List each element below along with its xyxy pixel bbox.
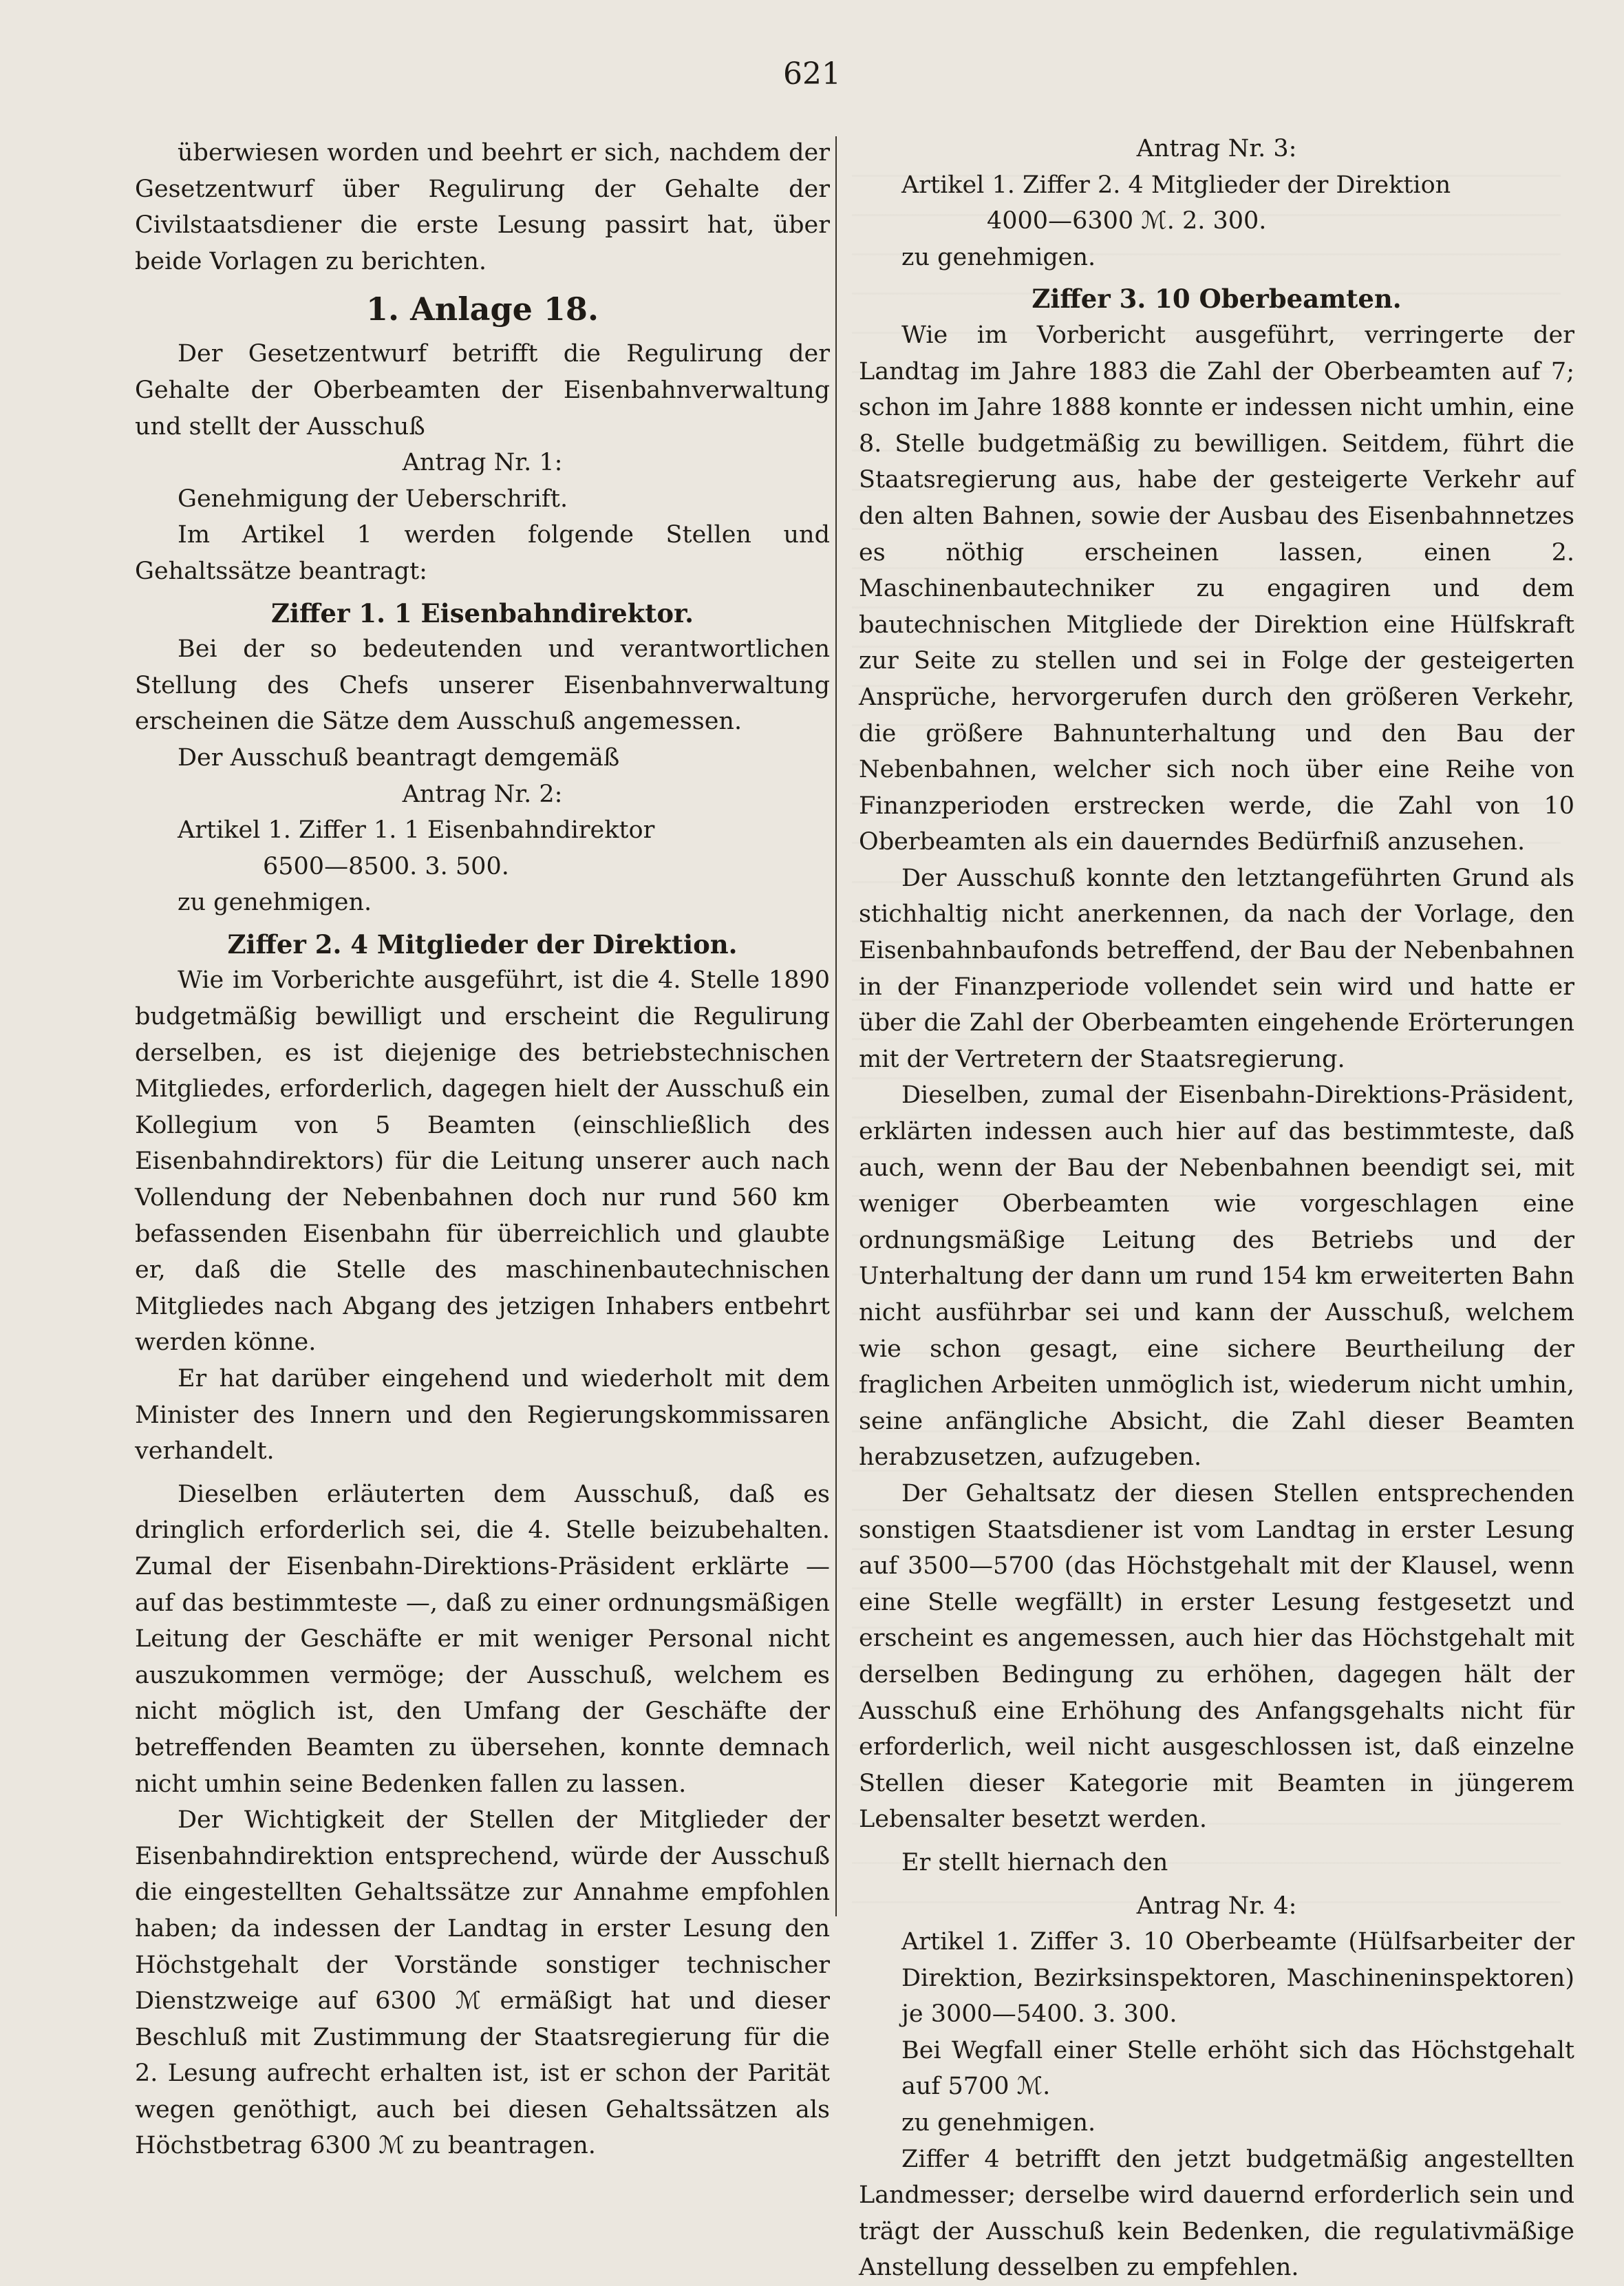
paragraph: zu genehmigen.: [178, 889, 372, 917]
paragraph: Dieselben, zumal der Eisenbahn-Direktions-Präsident, erklärten indessen auch hier auf das bestimmteste, daß auch, wenn der Bau der Nebenbahnen beendigt sei, mit weniger Oberbeamten wie vorgeschlagen eine ordnungsmäßige Leitung des Betriebs und der Unterhaltung der dann um rund 154 km erweiterten Bahn nicht ausführbar sei und kann der Ausschuß, welchem wie schon gesagt, eine sichere Beurtheilung der fraglichen Arbeiten unmöglich ist, wiederum nicht umhin, seine anfängliche Absicht, die Zahl dieser Beamten herabzusetzen, aufzugeben.: [859, 1081, 1574, 1472]
paragraph: Der Gesetzentwurf betrifft die Regulirung der Gehalte der Oberbeamten der Eisenbahnverwaltung und stellt der Ausschuß: [135, 340, 830, 441]
paragraph: Der Wichtigkeit der Stellen der Mitglieder der Eisenbahndirektion entsprechend, würde der Ausschuß die eingestellten Gehaltssätze zur Annahme empfohlen haben; da indessen der Landtag in erster Lesung den Höchstgehalt der Vorstände sonstiger technischer Dienstzweige auf 6300 ℳ ermäßigt hat und dieser Beschluß mit Zustimmung der Staatsregierung für die 2. Lesung aufrecht erhalten ist, ist er schon der Parität wegen genöthigt, auch bei diesen Gehaltssätzen als Höchstbetrag 6300 ℳ zu beantragen.: [135, 1806, 830, 2160]
paragraph: Bei Wegfall einer Stelle erhöht sich das Höchstgehalt auf 5700 ℳ.: [901, 2036, 1574, 2101]
section-heading: 1. Anlage 18.: [366, 290, 599, 328]
paragraph: zu genehmigen.: [901, 243, 1096, 271]
paragraph: Dieselben erläuterten dem Ausschuß, daß es dringlich erforderlich sei, die 4. Stelle beizubehalten. Zumal der Eisenbahn-Direktions-Präsident erklärte — auf das bestimmteste —, daß zu einer ordnungsmäßigen Leitung der Geschäfte er mit weniger Personal nicht auszukommen vermöge; der Ausschuß, welchem es nicht möglich ist, den Umfang der Geschäfte der betreffenden Beamten zu übersehen, konnte demnach nicht umhin seine Bedenken fallen zu lassen.: [135, 1480, 830, 1798]
paragraph: Der Gehaltsatz der diesen Stellen entsprechenden sonstigen Staatsdiener ist vom Landtag in erster Lesung auf 3500—5700 (das Höchstgehalt mit der Klausel, wenn eine Stelle wegfällt) in erster Lesung festgesetzt und erscheint es angemessen, auch hier das Höchstgehalt mit derselben Bedingung zu erhöhen, dagegen hält der Ausschuß eine Erhöhung des Anfangsgehalts nicht für erforderlich, weil nicht ausgeschlossen ist, daß einzelne Stellen dieser Kategorie mit Beamten in jüngerem Lebensalter besetzt werden.: [859, 1479, 1574, 1834]
paragraph: Artikel 1. Ziffer 1. 1 Eisenbahndirektor: [178, 816, 655, 845]
paragraph: Antrag Nr. 3:: [1136, 135, 1297, 162]
paragraph: Genehmigung der Ueberschrift.: [178, 485, 568, 513]
section-heading: Ziffer 3. 10 Oberbeamten.: [1032, 284, 1402, 315]
section-heading: Ziffer 2. 4 Mitglieder der Direktion.: [227, 929, 738, 960]
paragraph: Er hat darüber eingehend und wiederholt mit dem Minister des Innern und den Regierungskommissaren verhandelt.: [135, 1365, 830, 1465]
paragraph: Bei der so bedeutenden und verantwortlichen Stellung des Chefs unserer Eisenbahnverwaltung erscheinen die Sätze dem Ausschuß angemessen.: [135, 635, 830, 736]
right-column: [859, 131, 1574, 2286]
paragraph: Antrag Nr. 4:: [1136, 1892, 1297, 1920]
paragraph: 6500—8500. 3. 500.: [263, 852, 509, 880]
paragraph: zu genehmigen.: [901, 2109, 1096, 2137]
paragraph: 4000—6300 ℳ. 2. 300.: [987, 207, 1267, 235]
section-heading: Ziffer 1. 1 Eisenbahndirektor.: [270, 597, 694, 628]
paragraph: Der Ausschuß konnte den letztangeführten Grund als stichhaltig nicht anerkennen, da nach der Vorlage, den Eisenbahnbaufonds betreffend, der Bau der Nebenbahnen in der Finanzperiode vollendet sein wird und hatte er über die Zahl der Oberbeamten eingehende Erörterungen mit der Vertretern der Staatsregierung.: [859, 864, 1574, 1073]
column-divider: [835, 136, 837, 1916]
paragraph: Im Artikel 1 werden folgende Stellen und Gehaltssätze beantragt:: [135, 521, 830, 585]
paragraph: Artikel 1. Ziffer 3. 10 Oberbeamte (Hülfsarbeiter der Direktion, Bezirksinspektoren, Maschineninspektoren) je 3000—5400. 3. 300.: [901, 1928, 1574, 2029]
paragraph: Ziffer 4 betrifft den jetzt budgetmäßig angestellten Landmesser; derselbe wird dauernd erforderlich sein und trägt der Ausschuß kein Bedenken, die regulativmäßige Anstellung desselben zu empfehlen.: [859, 2145, 1574, 2282]
paragraph: überwiesen worden und beehrt er sich, nachdem der Gesetzentwurf über Regulirung der Gehalte der Civilstaatsdiener die erste Lesung passirt hat, über beide Vorlagen zu berichten.: [135, 139, 830, 275]
page-number: 621: [783, 56, 841, 92]
paragraph: Wie im Vorbericht ausgeführt, verringerte der Landtag im Jahre 1883 die Zahl der Oberbeamten auf 7; schon im Jahre 1888 konnte er indessen nicht umhin, eine 8. Stelle budgetmäßig zu bewilligen. Seitdem, führt die Staatsregierung aus, habe der gesteigerte Verkehr auf den alten Bahnen, sowie der Ausbau des Eisenbahnnetzes es nöthig erscheinen lassen, einen 2. Maschinenbautechniker zu engagiren und dem bautechnischen Mitgliede der Direktion eine Hülfskraft zur Seite zu stellen und sei in Folge der gesteigerten Ansprüche, hervorgerufen durch den größeren Verkehr, die größere Bahnunterhaltung und den Bau der Nebenbahnen, welcher sich noch über eine Reihe von Finanzperioden erstrecken werde, die Zahl von 10 Oberbeamten als ein dauerndes Bedürfniß anzusehen.: [859, 321, 1574, 856]
paragraph: Antrag Nr. 1:: [402, 449, 563, 477]
paragraph: Artikel 1. Ziffer 2. 4 Mitglieder der Direktion: [901, 171, 1451, 199]
paragraph: Der Ausschuß beantragt demgemäß: [178, 743, 620, 772]
paragraph: Er stellt hiernach den: [901, 1848, 1168, 1876]
paragraph: Wie im Vorberichte ausgeführt, ist die 4. Stelle 1890 budgetmäßig bewilligt und erscheint die Regulirung derselben, es ist diejenige des betriebstechnischen Mitgliedes, erforderlich, dagegen hielt der Ausschuß ein Kollegium von 5 Beamten (einschließlich des Eisenbahndirektors) für die Leitung unserer auch nach Vollendung der Nebenbahnen doch nur rund 560 km befassenden Eisenbahn für überreichlich und glaubte er, daß die Stelle des maschinenbautechnischen Mitgliedes nach Abgang des jetzigen Inhabers entbehrt werden könne.: [135, 966, 830, 1357]
paragraph: Antrag Nr. 2:: [402, 780, 563, 808]
left-column: [135, 135, 830, 2164]
